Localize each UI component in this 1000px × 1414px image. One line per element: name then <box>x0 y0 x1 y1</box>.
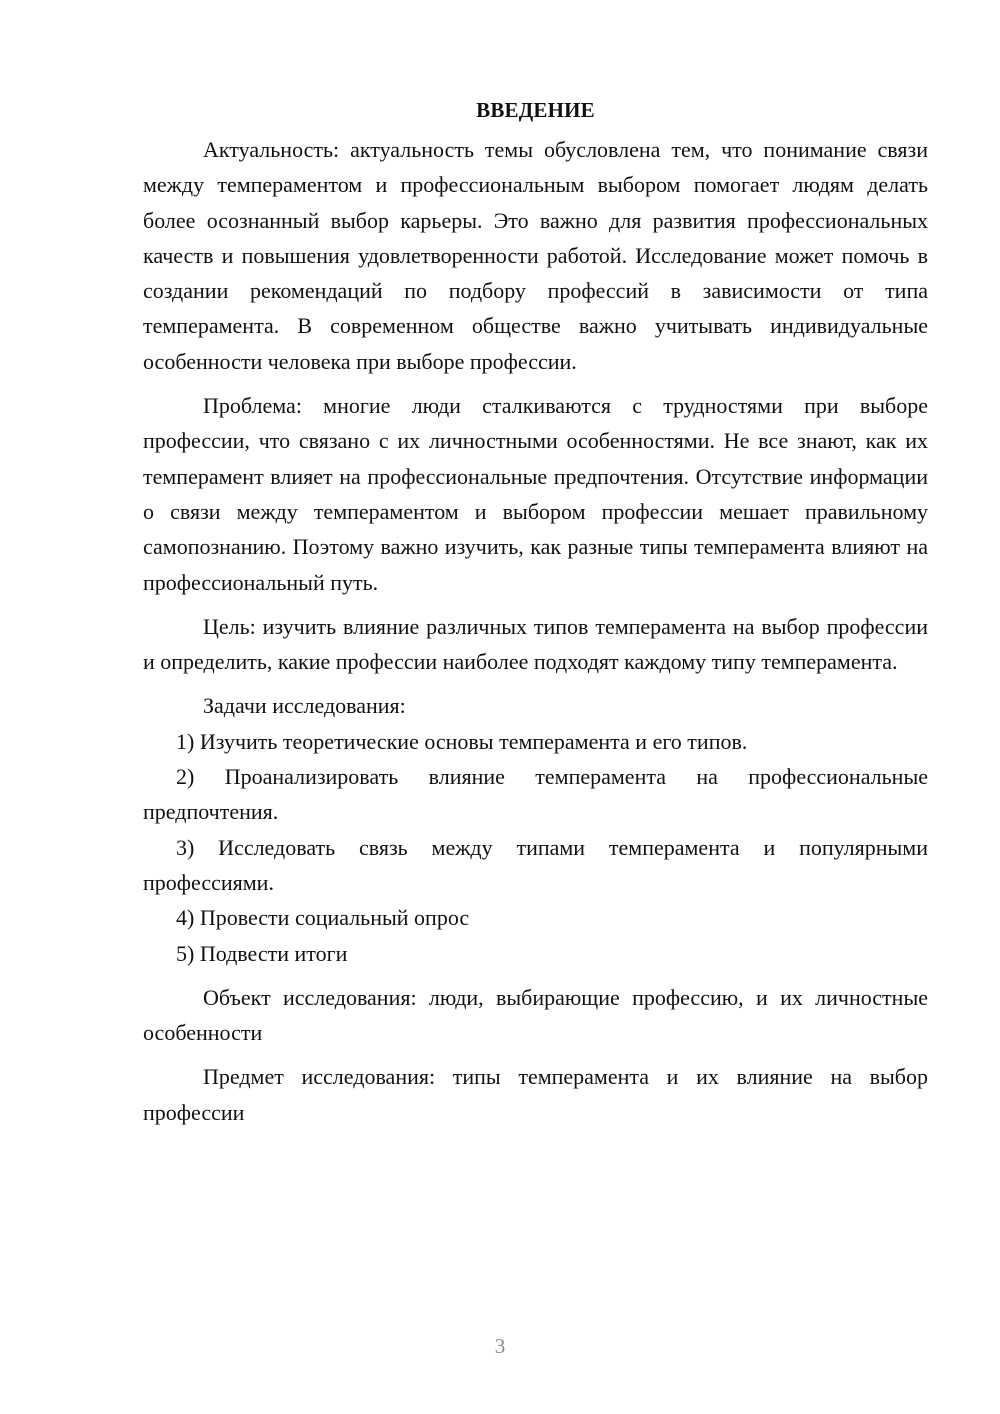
subject-paragraph: Предмет исследования: типы темперамента и их влияние на выбор профессии <box>143 1064 928 1125</box>
task-item-1: 1) Изучить теоретические основы темперамента и его типов. <box>176 728 748 754</box>
task-item-3: 3) Исследовать связь между типами темперамента и популярными профессиями. <box>143 834 928 895</box>
task-item-4: 4) Провести социальный опрос <box>176 905 470 931</box>
tasks-heading: Задачи исследования: <box>203 693 406 719</box>
relevance-paragraph: Актуальность: актуальность темы обусловлена тем, что понимание связи между темпераментом и профессиональным выбором помогает людям делать более осознанный выбор карьеры. Это важно для развития профессиональных качеств и повышения удовлетворенности работой. Исследование может помочь в создании рекомендаций по подбору профессий в зависимости от типа темперамента. В современном обществе важно учитывать индивидуальные особенности человека при выборе профессии. <box>143 137 928 374</box>
page-number: 3 <box>494 1334 506 1358</box>
page-content <box>143 94 928 1130</box>
page-title: ВВЕДЕНИЕ <box>476 98 595 122</box>
object-paragraph: Объект исследования: люди, выбирающие профессию, и их личностные особенности <box>143 984 928 1046</box>
task-item-2: 2) Проанализировать влияние темперамента на профессиональные предпочтения. <box>143 764 928 825</box>
goal-paragraph: Цель: изучить влияние различных типов темперамента на выбор профессии и определить, какие профессии наиболее подходят каждому типу темперамента. <box>143 613 928 675</box>
task-item-5: 5) Подвести итоги <box>176 940 348 966</box>
problem-paragraph: Проблема: многие люди сталкиваются с трудностями при выборе профессии, что связано с их личностными особенностями. Не все знают, как их темперамент влияет на профессиональные предпочтения. Отсутствие информации о связи между темпераментом и выбором профессии мешает правильному самопознанию. Поэтому важно изучить, как разные типы темперамента влияют на профессиональный путь. <box>143 393 928 595</box>
